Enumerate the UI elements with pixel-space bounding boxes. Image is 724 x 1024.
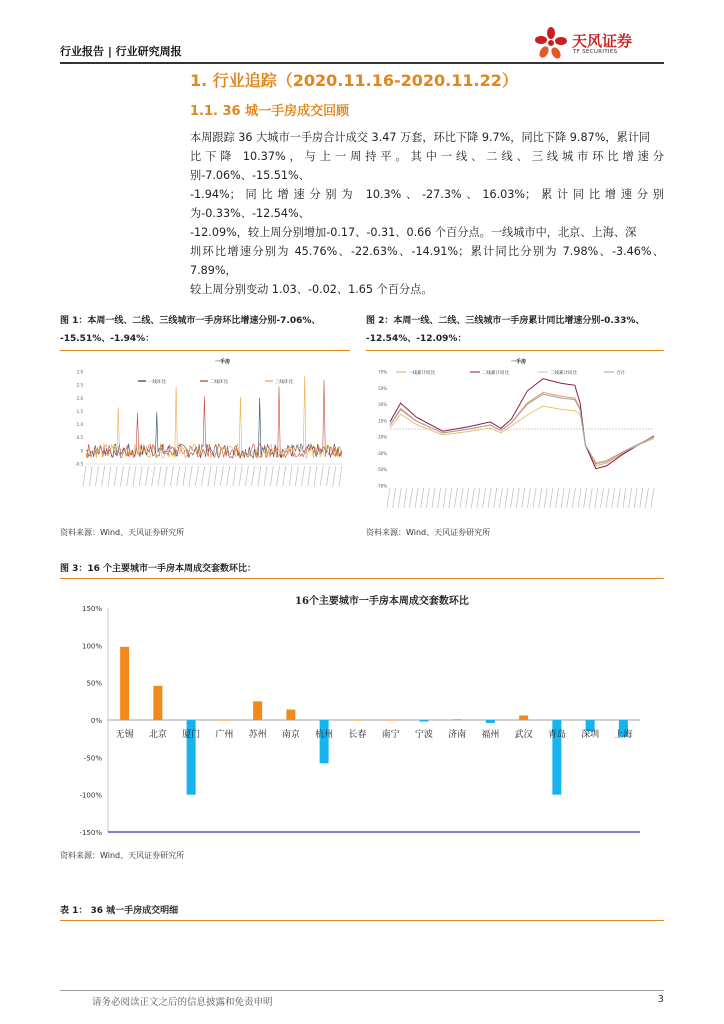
fig2-xtick	[617, 488, 620, 508]
fig1-line-chart	[60, 354, 350, 519]
fig1-xtick	[239, 466, 242, 486]
fig3-xtick: 南京	[281, 730, 300, 740]
paragraph-line: 本周跟踪 36 大城市一手房合计成交 3.47 万套，环比下降 9.7%，同比下降 9.87%，累计同	[190, 131, 651, 144]
fig2-xtick	[595, 488, 598, 508]
fig2-xtick	[477, 488, 480, 508]
fig1-xtick	[270, 466, 273, 486]
fig2-ytick: -30%	[376, 450, 387, 456]
fig1-ytick: 1.5	[76, 408, 83, 414]
fig2-xtick	[432, 488, 435, 508]
fig2-ytick: 50%	[378, 385, 387, 391]
fig2-xtick	[415, 488, 418, 508]
paragraph-line: -12.09%，较上周分别增加-0.17、-0.31、0.66 个百分点。一线城市中，北京、上海、深	[190, 226, 637, 239]
fig1-xtick	[152, 466, 155, 486]
fig2-xtick	[589, 488, 592, 508]
fig1-xtick	[145, 466, 148, 486]
fig2-xtick	[505, 488, 508, 508]
fig2-xtick	[567, 488, 570, 508]
fig2-legend-4: 合计	[616, 371, 625, 376]
brand-subtitle: TF SECURITIES	[573, 49, 618, 55]
fig1-xtick	[227, 466, 230, 486]
fig1-xtick	[177, 466, 180, 486]
fig2-xtick	[482, 488, 485, 508]
fig1-xtick	[233, 466, 236, 486]
fig1-xtick	[158, 466, 161, 486]
fig1-xtick	[102, 466, 105, 486]
fig1-xtick	[202, 466, 205, 486]
fig3-bar-长春	[353, 720, 362, 721]
fig3-xtick: 武汉	[514, 730, 533, 740]
fig3-xtick: 上海	[614, 730, 633, 740]
paragraph-line: -1.94%；同比增速分别为 10.3%、-27.3%、16.03%；累计同比增速分别为-0.33%、-12.54%、	[190, 188, 664, 220]
fig2-series-二线累计同比	[390, 379, 654, 469]
fig2-caption-line1: 图 2：本周一线、二线、三线城市一手房累计同比增速分别-0.33%、	[366, 316, 645, 326]
fig3-bar-南京	[286, 710, 295, 720]
fig3-ytick: 100%	[81, 642, 102, 651]
fig2-xtick	[443, 488, 446, 508]
fig2-chart	[366, 354, 664, 519]
fig2-xtick	[522, 488, 525, 508]
fig1-xtick	[89, 466, 92, 486]
fig2-legend-3: 三线累计同比	[550, 371, 577, 376]
fig1-xtick	[214, 466, 217, 486]
fig1-legend-1: 一线环比	[148, 380, 166, 385]
fig1-xtick	[170, 466, 173, 486]
fig3-xtick: 青岛	[547, 730, 566, 740]
fig3-ytick: 150%	[81, 605, 102, 613]
fig2-xtick	[623, 488, 626, 508]
fig2-xtick	[488, 488, 491, 508]
fig3-title: 16个主要城市一手房本周成交套数环比	[295, 596, 469, 607]
fig1-legend-2: 二线环比	[210, 380, 228, 385]
fig2-xtick	[404, 488, 407, 508]
fig2-xtick	[454, 488, 457, 508]
fig3-ytick: -150%	[79, 829, 102, 837]
fig3-bar-杭州	[320, 720, 329, 763]
fig2-xtick	[426, 488, 429, 508]
fig2-xtick	[556, 488, 559, 508]
fig3-xtick: 北京	[148, 730, 167, 740]
fig3-bar-无锡	[120, 647, 129, 720]
fig1-xtick	[333, 466, 336, 486]
fig1-caption-line1: 图 1：本周一线、二线、三线城市一手房环比增速分别-7.06%、	[60, 316, 321, 326]
fig3-bar-广州	[220, 720, 229, 721]
fig1-xtick	[133, 466, 136, 486]
fig2-xtick	[612, 488, 615, 508]
fig3-bar-北京	[153, 686, 162, 720]
fig1-xtick	[264, 466, 267, 486]
fig3-xtick: 苏州	[248, 730, 267, 740]
fig3-xtick: 长春	[348, 730, 367, 740]
fig1-source: 资料来源：Wind、天风证券研究所	[60, 528, 185, 537]
table1-caption: 表 1： 36 城一手房成交明细	[60, 906, 179, 916]
fig3-bar-济南	[453, 719, 462, 720]
fig1-ytick: 0	[80, 448, 83, 454]
fig3-bar-南宁	[386, 720, 395, 721]
fig1-xtick	[120, 466, 123, 486]
fig3-caption-rule	[60, 578, 664, 579]
fig3-xtick: 无锡	[115, 730, 134, 740]
fig2-ytick: -10%	[376, 434, 387, 440]
page-number: 3	[657, 994, 664, 1005]
fig1-ytick: 1.0	[76, 422, 83, 428]
fig2-xtick	[645, 488, 648, 508]
fig2-xtick	[606, 488, 609, 508]
fig3-xtick: 深圳	[581, 730, 600, 740]
fig3-ytick: -50%	[83, 754, 102, 763]
fig1-caption-rule	[60, 350, 350, 351]
fig2-xtick	[438, 488, 441, 508]
fig2-caption-rule	[366, 350, 664, 351]
fig1-caption	[60, 312, 350, 348]
fig1-caption-line2: -15.51%、-1.94%：	[60, 334, 155, 344]
fig3-xtick: 南宁	[381, 730, 400, 740]
fig3-xtick: 宁波	[414, 730, 433, 740]
fig3-ytick: 50%	[86, 679, 102, 688]
fig2-xtick	[471, 488, 474, 508]
brand-name: 天风证券	[572, 32, 633, 50]
fig1-xtick	[295, 466, 298, 486]
fig2-xtick	[494, 488, 497, 508]
fig2-title: 一手房	[511, 359, 527, 365]
fig2-source: 资料来源：Wind、天风证券研究所	[366, 528, 491, 537]
paragraph-line: 较上周分别变动 1.03、-0.02、1.65 个百分点。	[190, 283, 433, 296]
fig2-xtick	[393, 488, 396, 508]
paragraph-line: 圳环比增速分别为 45.76%、-22.63%、-14.91%；累计同比分别为 7.98%、-3.46%、7.89%，	[190, 245, 664, 277]
section-heading: 1. 行业追踪（2020.11.16-2020.11.22）	[190, 71, 518, 90]
fig2-xtick	[449, 488, 452, 508]
fig1-xtick	[164, 466, 167, 486]
fig3-bar-福州	[486, 720, 495, 723]
fig3-xtick: 福州	[481, 730, 500, 740]
fig2-line-chart	[366, 354, 664, 519]
fig2-xtick	[634, 488, 637, 508]
fig3-source: 资料来源：Wind、天风证券研究所	[60, 851, 185, 860]
fig2-xtick	[561, 488, 564, 508]
fig2-xtick	[651, 488, 654, 508]
fig1-xtick	[127, 466, 130, 486]
fig2-xtick	[572, 488, 575, 508]
header-divider	[60, 62, 664, 64]
fig3-bar-chart	[60, 584, 664, 842]
fig2-ytick: -70%	[376, 483, 387, 489]
fig3-caption: 图 3：16 个主要城市一手房本周成交套数环比：	[60, 564, 257, 574]
fig1-xtick	[308, 466, 311, 486]
fig2-xtick	[539, 488, 542, 508]
fig1-xtick	[339, 466, 342, 486]
fig1-legend-3: 三线环比	[275, 380, 293, 385]
fig1-ytick: 2.0	[76, 395, 83, 401]
fig1-ytick: 2.5	[76, 382, 83, 388]
fig2-xtick	[409, 488, 412, 508]
table1-caption-rule	[60, 920, 664, 921]
report-type-label: 行业报告 | 行业研究周报	[60, 45, 182, 58]
fig2-xtick	[398, 488, 401, 508]
fig1-ytick: 3.0	[76, 369, 83, 375]
fig2-caption	[366, 312, 664, 348]
fig2-xtick	[578, 488, 581, 508]
fig3-xtick: 厦门	[182, 730, 201, 740]
fig2-xtick	[544, 488, 547, 508]
summary-paragraph	[190, 128, 664, 299]
fig2-xtick	[499, 488, 502, 508]
fig3-ytick: -100%	[79, 791, 102, 800]
fig1-xtick	[314, 466, 317, 486]
fig2-xtick	[387, 488, 390, 508]
fig2-legend-1: 一线累计同比	[408, 371, 435, 376]
fig1-chart	[60, 354, 350, 519]
fig2-xtick	[629, 488, 632, 508]
fig2-ytick: 30%	[378, 402, 387, 408]
fig1-xtick	[108, 466, 111, 486]
fig1-ytick: 0.5	[76, 435, 83, 441]
fig1-xtick	[83, 466, 86, 486]
brand-logo	[534, 26, 664, 62]
fig1-xtick	[208, 466, 211, 486]
fig2-ytick: 70%	[378, 369, 387, 375]
paragraph-line: 比下降 10.37%，与上一周持平。其中一线、二线、三线城市环比增速分别-7.06%、-15.51%、	[190, 150, 664, 182]
fig1-xtick	[139, 466, 142, 486]
fig1-ytick: -0.5	[75, 461, 83, 467]
fig1-xtick	[95, 466, 98, 486]
fig1-xtick	[245, 466, 248, 486]
fig1-xtick	[289, 466, 292, 486]
fig1-xtick	[114, 466, 117, 486]
fig1-xtick	[220, 466, 223, 486]
fig1-xtick	[283, 466, 286, 486]
fig2-xtick	[533, 488, 536, 508]
fig2-ytick: 10%	[378, 418, 387, 424]
fig1-xtick	[320, 466, 323, 486]
fig2-xtick	[466, 488, 469, 508]
fig2-xtick	[460, 488, 463, 508]
fig2-series-三线累计同比	[390, 406, 654, 463]
fig3-ytick: 0%	[90, 717, 102, 725]
fig3-bar-武汉	[519, 716, 528, 720]
fig3-xtick: 杭州	[315, 730, 334, 740]
fig1-xtick	[195, 466, 198, 486]
fig2-xtick	[516, 488, 519, 508]
fig1-title: 一手房	[215, 359, 231, 365]
footer-divider	[60, 990, 664, 991]
fig3-bar-宁波	[419, 720, 428, 721]
fig2-xtick	[640, 488, 643, 508]
fig1-xtick	[252, 466, 255, 486]
fig1-xtick	[183, 466, 186, 486]
fig1-xtick	[189, 466, 192, 486]
fig2-xtick	[421, 488, 424, 508]
fig2-caption-line2: -12.54%、-12.09%：	[366, 334, 467, 344]
fig1-xtick	[327, 466, 330, 486]
fig2-legend-2: 二线累计同比	[482, 371, 509, 376]
footer-disclaimer: 请务必阅读正文之后的信息披露和免责申明	[92, 997, 273, 1008]
fig1-xtick	[277, 466, 280, 486]
fig3-xtick: 广州	[215, 730, 234, 740]
fig2-xtick	[511, 488, 514, 508]
fig3-xtick: 济南	[448, 730, 467, 740]
fig2-xtick	[600, 488, 603, 508]
fig3-bar-苏州	[253, 701, 262, 720]
fig2-xtick	[550, 488, 553, 508]
fig2-xtick	[527, 488, 530, 508]
fig2-ytick: -50%	[376, 467, 387, 473]
subsection-heading: 1.1. 36 城一手房成交回顾	[190, 104, 350, 119]
flower-logo-icon	[534, 26, 568, 60]
fig2-xtick	[584, 488, 587, 508]
fig3-chart	[60, 584, 664, 842]
fig1-xtick	[302, 466, 305, 486]
fig1-series-三线环比	[86, 376, 342, 459]
fig1-xtick	[258, 466, 261, 486]
